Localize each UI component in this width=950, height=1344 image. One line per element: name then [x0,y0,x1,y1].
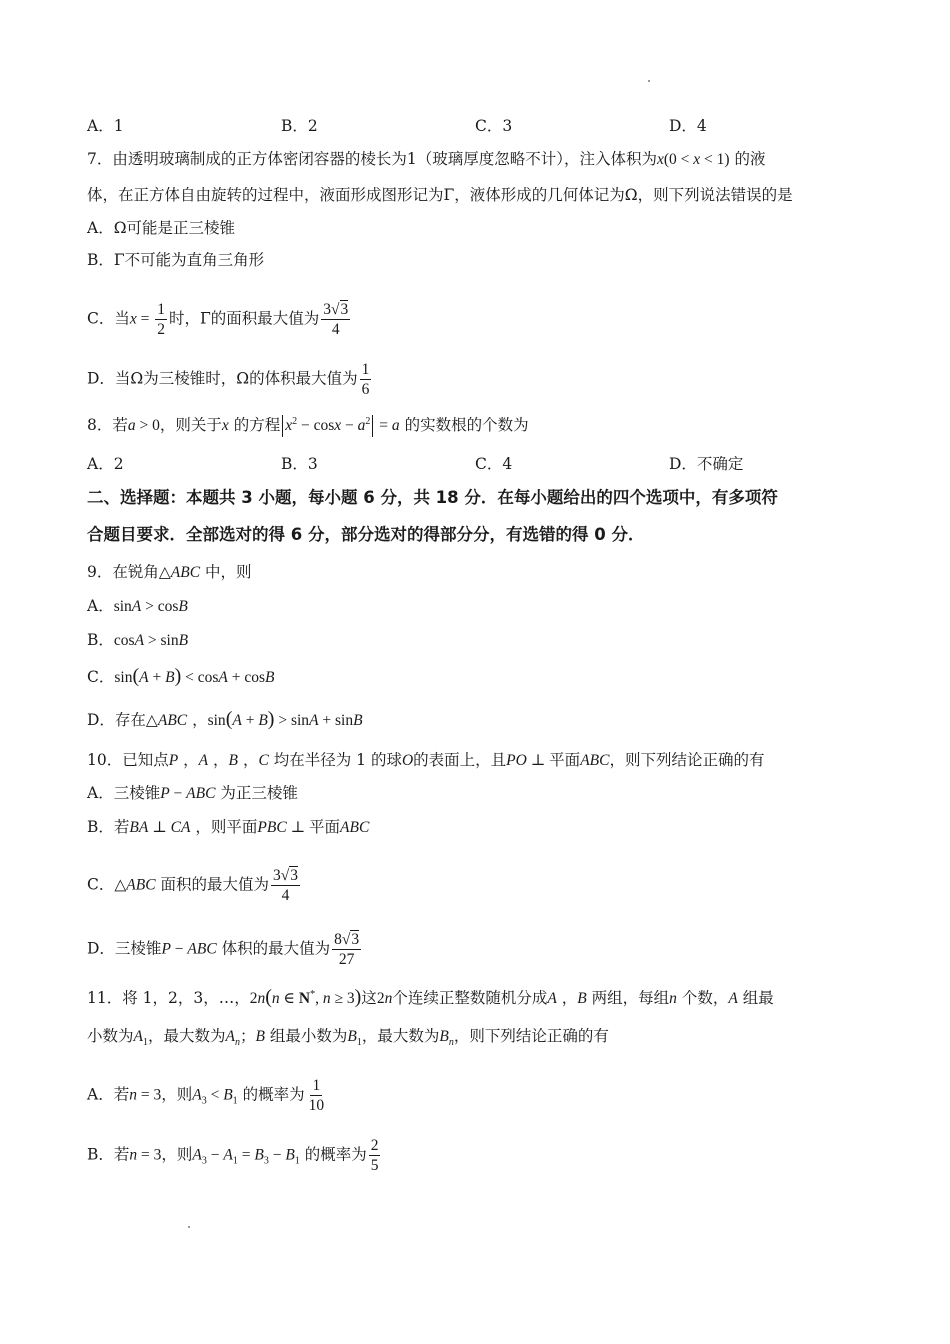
q6-option-d[interactable]: D．4 [669,117,707,135]
q11-stem-line1: 11．将 1，2，3，…，2n(n ∈ N*, n ≥ 3)这2n个连续正整数随机分成A ，B 两组，每组n 个数，A 组最 [87,986,774,1009]
fraction: $\frac{1}{2}$ [157,301,166,338]
section-2-heading: 二、选择题：本题共 3 小题，每小题 6 分，共 18 分．在每小题给出的四个选项中，有多项符 [87,488,778,507]
q10-option-c[interactable]: C．△ABC 面积的最大值为 $\frac{3√3}{4}$ [87,867,299,904]
fraction: $\frac{3√3}{4}$ [273,867,299,904]
q8-option-d[interactable]: D．不确定 [669,455,744,473]
q10-option-a[interactable]: A．三棱锥P − ABC 为正三棱锥 [87,784,298,802]
q8-option-c[interactable]: C．4 [475,455,513,473]
fraction: $\frac{8√3}{27}$ [334,931,360,968]
q7-option-a[interactable]: A．Ω可能是正三棱锥 [87,219,236,237]
fraction: $\frac{2}{5}$ [370,1137,379,1174]
fraction: $\frac{3√3}{4}$ [323,301,349,338]
q6-option-a[interactable]: A．1 [87,117,124,135]
q11-option-b[interactable]: B．若n = 3，则$A_3 - A_1 = B_3 - B_1$ 的概率为 $\frac{2}{5}$ [87,1137,379,1174]
q7-option-b[interactable]: B．Γ不可能为直角三角形 [87,251,265,269]
q6-option-b[interactable]: B．2 [281,117,318,135]
q11-stem-line2: 小数为$A_1$，最大数为$A_n$；B 组最小数为$B_1$，最大数为$B_n$，则下列结论正确的有 [87,1027,609,1049]
q10-option-d[interactable]: D．三棱锥P − ABC 体积的最大值为 $\frac{8√3}{27}$ [87,931,360,968]
q6-options [87,115,867,137]
scan-dot [188,1226,190,1228]
q8-stem: 8．若a > 0，则关于x 的方程 $x^2 - \cos x - a^2 = a$ 的实数根的个数为 [87,411,870,437]
q9-option-b[interactable]: B．cosA > sinB [87,631,189,649]
q9-option-a[interactable]: A．sinA > cosB [87,597,188,615]
q9-option-c[interactable]: C．sin(A + B) < cosA + cosB [87,665,275,687]
q10-option-b[interactable]: B．若BA ⊥ CA ，则平面PBC ⊥ 平面ABC [87,818,370,836]
q9-stem: 9．在锐角△ABC 中，则 [87,563,252,581]
q8-options [87,453,867,475]
q8-option-a[interactable]: A．2 [87,455,124,473]
q9-option-d[interactable]: D．存在△ABC ，sin(A + B) > sinA + sinB [87,708,363,730]
q8-option-b[interactable]: B．3 [281,455,318,473]
q7-option-c[interactable]: C．当x = $\frac{1}{2}$ 时，Γ的面积最大值为 $\frac{3√3}{4}$ [87,301,349,338]
q11-option-a[interactable]: A．若n = 3，则$A_3 < B_1$ 的概率为 $\frac{1}{10}$ [87,1077,325,1114]
fraction: $\frac{1}{10}$ [308,1077,325,1114]
q6-option-c[interactable]: C．3 [475,117,513,135]
section-2-instructions: 合题目要求．全部选对的得 6 分，部分选对的得部分分，有选错的得 0 分． [87,525,645,544]
fraction: $\frac{1}{6}$ [361,361,370,398]
q7-option-d[interactable]: D．当Ω为三棱锥时，Ω的体积最大值为 $\frac{1}{6}$ [87,361,370,398]
q7-stem-line2: 体，在正方体自由旋转的过程中，液面形成图形记为Γ，液体形成的几何体记为Ω，则下列说法错误的是 [87,186,793,204]
q10-stem: 10．已知点P ，A ，B ，C 均在半径为 1 的球O的表面上，且PO ⊥ 平面ABC，则下列结论正确的有 [87,751,765,769]
q7-stem-line1: 7．由透明玻璃制成的正方体密闭容器的棱长为1（玻璃厚度忽略不计），注入体积为x(0 < x < 1) 的液 [87,150,766,168]
scan-dot [648,80,650,82]
